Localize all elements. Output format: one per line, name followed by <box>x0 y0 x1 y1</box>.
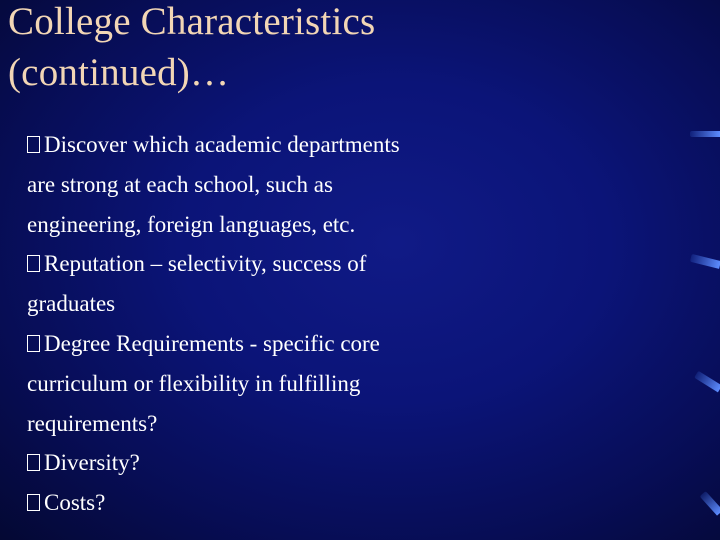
decorative-accent-bar <box>690 131 720 137</box>
bullet-item-departments <box>27 125 667 244</box>
bullet-line: Degree Requirements - specific core <box>44 330 380 356</box>
bullet-line: requirements? <box>27 410 158 436</box>
bullet-line: Reputation – selectivity, success of <box>44 251 367 277</box>
bullet-item-degree-requirements <box>27 324 667 443</box>
square-bullet-icon <box>27 494 40 511</box>
bullet-item-diversity <box>27 443 667 483</box>
page-title <box>8 0 648 98</box>
title-line-2: (continued)… <box>8 51 230 94</box>
bullet-line: are strong at each school, such as <box>27 171 333 197</box>
title-line-1: College Characteristics <box>8 0 376 43</box>
bullet-line: Diversity? <box>44 450 140 476</box>
bullet-line: engineering, foreign languages, etc. <box>27 211 356 237</box>
bullet-line: Costs? <box>44 490 106 516</box>
bullet-item-reputation <box>27 244 667 324</box>
bullet-line: graduates <box>27 291 116 317</box>
bullet-line: Discover which academic departments <box>44 132 400 157</box>
bullet-item-costs <box>27 483 667 523</box>
decorative-accent-bar <box>690 254 720 269</box>
square-bullet-icon <box>27 136 40 153</box>
bullet-list <box>27 125 667 523</box>
square-bullet-icon <box>27 454 40 471</box>
bullet-line: curriculum or flexibility in fulfilling <box>27 370 361 396</box>
square-bullet-icon <box>27 255 40 272</box>
square-bullet-icon <box>27 335 40 352</box>
decorative-accent-bar <box>694 371 720 393</box>
decorative-accent-bar <box>700 491 720 516</box>
